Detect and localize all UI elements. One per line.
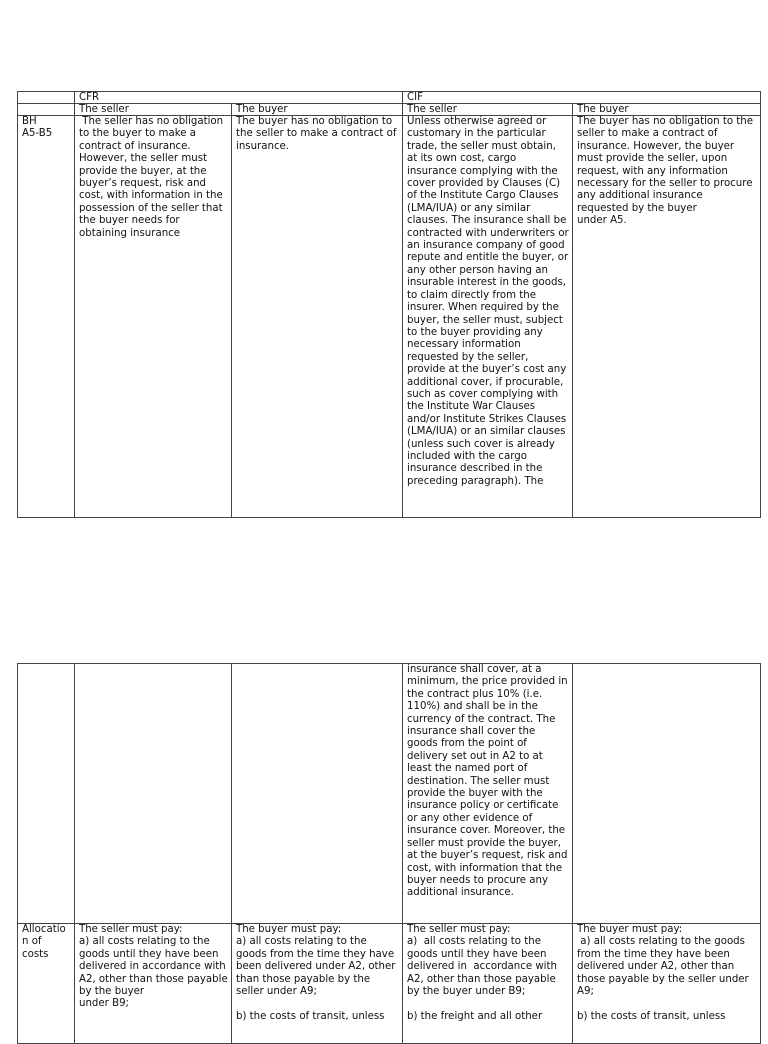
cfr-buyer-cell bbox=[232, 664, 403, 924]
cif-seller-header: The seller bbox=[403, 104, 573, 116]
row-label: BH A5-B5 bbox=[18, 116, 75, 518]
cif-buyer-header: The buyer bbox=[573, 104, 761, 116]
cif-buyer-cell bbox=[573, 664, 761, 924]
incoterms-table bbox=[17, 91, 761, 518]
row-label: Allocatio n of costs bbox=[18, 924, 75, 1044]
cif-seller-cell: The seller must pay: a) all costs relating to the goods until they have been delivered in accordance with A2, other than those payable by the buyer under B9; b) the freight and all other bbox=[403, 924, 573, 1044]
empty-header-cell bbox=[18, 104, 75, 116]
insurance-row-continued bbox=[18, 664, 761, 924]
insurance-row bbox=[18, 116, 761, 518]
cif-header-cell: CIF bbox=[403, 92, 761, 104]
empty-header-cell bbox=[18, 92, 75, 104]
incoterms-table-continued bbox=[17, 663, 761, 1044]
cif-seller-cell: insurance shall cover, at a minimum, the price provided in the contract plus 10% (i.e. 110%) and shall be in the currency of the contract. The insurance shall cover the goods from the point of delivery set out in A2 to at least the named port of destination. The seller must provide the buyer with the insurance policy or certificate or any other evidence of insurance cover. Moreover, the seller must provide the buyer, at the buyer’s request, risk and cost, with information that the buyer needs to procure any additional insurance. bbox=[403, 664, 573, 924]
party-header-row bbox=[18, 104, 761, 116]
row-label bbox=[18, 664, 75, 924]
costs-row bbox=[18, 924, 761, 1044]
document-page-1 bbox=[17, 91, 760, 518]
cfr-seller-cell: The seller must pay: a) all costs relating to the goods until they have been delivered in accordance with A2, other than those payable by the buyer under B9; bbox=[75, 924, 232, 1044]
document-page-2 bbox=[17, 663, 760, 1044]
cfr-buyer-cell: The buyer must pay: a) all costs relating to the goods from the time they have been delivered under A2, other than those payable by the seller under A9; b) the costs of transit, unless bbox=[232, 924, 403, 1044]
cif-seller-cell: Unless otherwise agreed or customary in the particular trade, the seller must obtain, at its own cost, cargo insurance complying with the cover provided by Clauses (C) of the Institute Cargo Clauses (LMA/IUA) or any similar clauses. The insurance shall be contracted with underwriters or an insurance company of good repute and entitle the buyer, or any other person having an insurable interest in the goods, to claim directly from the insurer. When required by the buyer, the seller must, subject to the buyer providing any necessary information requested by the seller, provide at the buyer’s cost any additional cover, if procurable, such as cover complying with the Institute War Clauses and/or Institute Strikes Clauses (LMA/IUA) or an similar clauses (unless such cover is already included with the cargo insurance described in the preceding paragraph). The bbox=[403, 116, 573, 518]
cif-buyer-cell: The buyer must pay: a) all costs relating to the goods from the time they have been delivered under A2, other than those payable by the seller under A9; b) the costs of transit, unless bbox=[573, 924, 761, 1044]
cfr-buyer-cell: The buyer has no obligation to the seller to make a contract of insurance. bbox=[232, 116, 403, 518]
cfr-seller-header: The seller bbox=[75, 104, 232, 116]
cfr-header-cell: CFR bbox=[75, 92, 403, 104]
cfr-buyer-header: The buyer bbox=[232, 104, 403, 116]
cfr-seller-cell: The seller has no obligation to the buyer to make a contract of insurance. However, the seller must provide the buyer, at the buyer’s request, risk and cost, with information in the possession of the seller that the buyer needs for obtaining insurance bbox=[75, 116, 232, 518]
cif-buyer-cell: The buyer has no obligation to the seller to make a contract of insurance. However, the buyer must provide the seller, upon request, with any information necessary for the seller to procure any additional insurance requested by the buyer under A5. bbox=[573, 116, 761, 518]
cfr-seller-cell bbox=[75, 664, 232, 924]
term-header-row bbox=[18, 92, 761, 104]
